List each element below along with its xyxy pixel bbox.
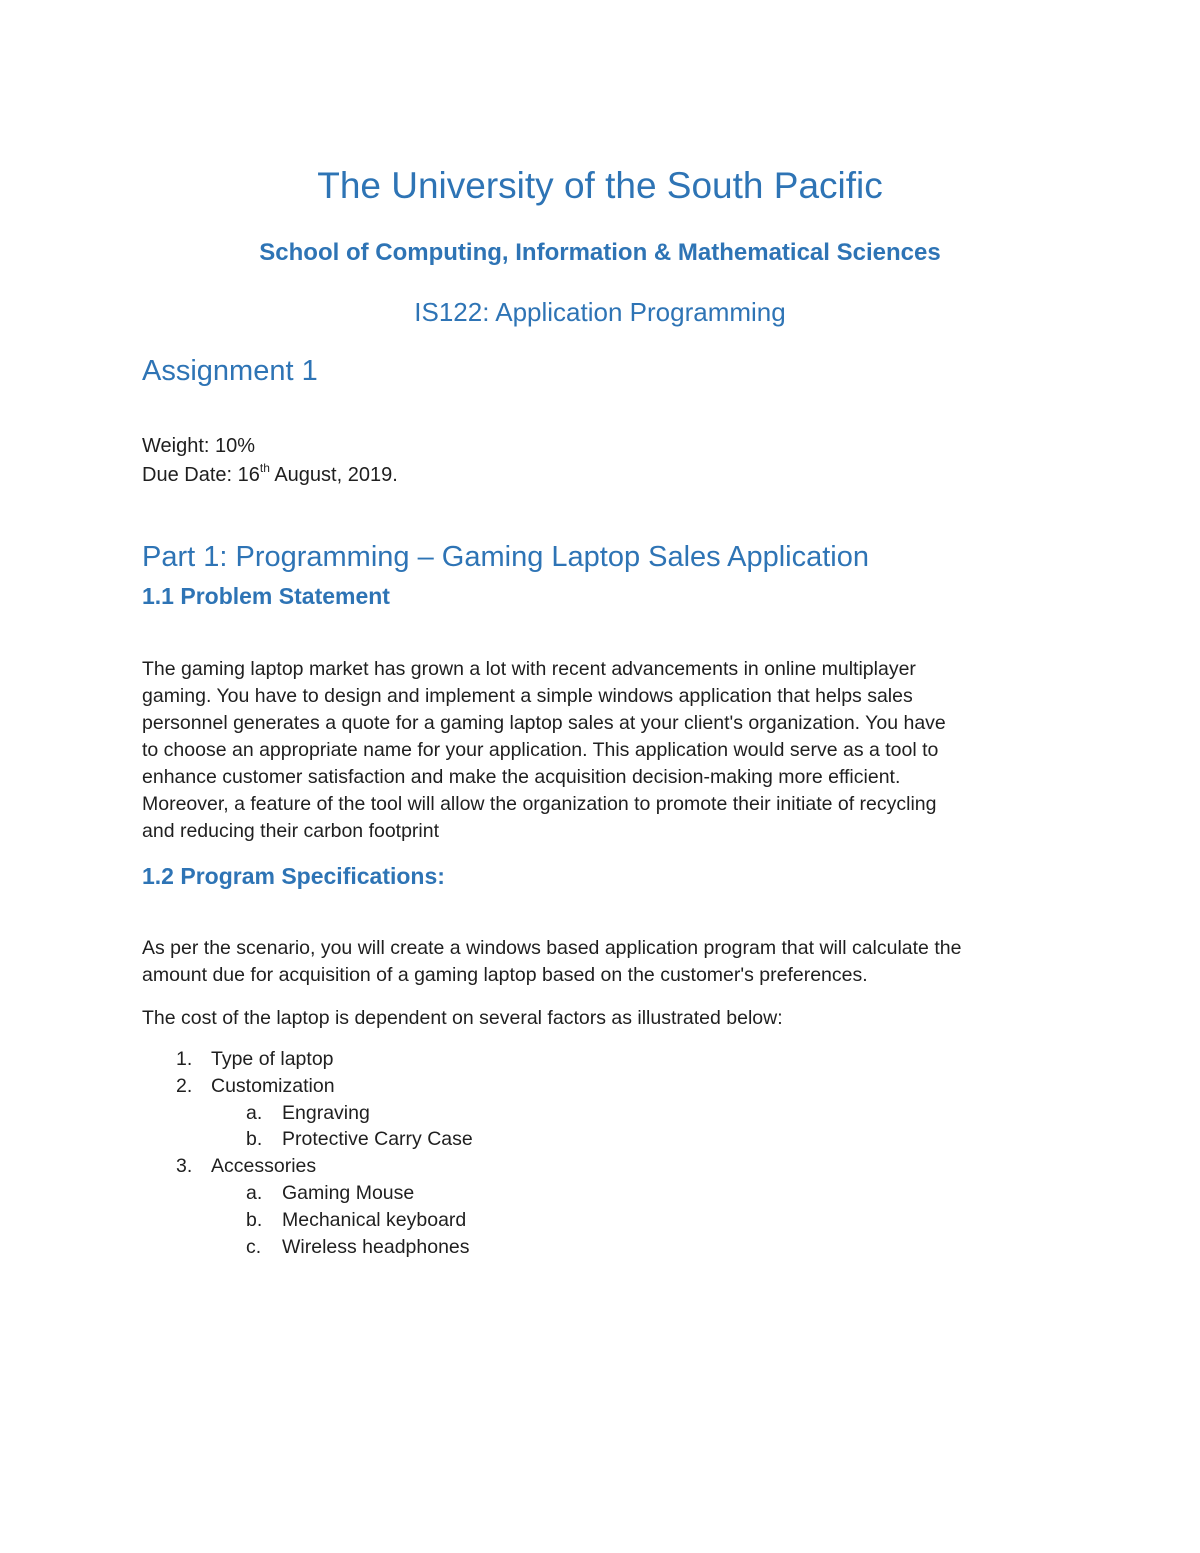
list-item-text: Type of laptop: [211, 1048, 334, 1070]
paragraph-line: amount due for acquisition of a gaming laptop based on the customer's preferences.: [142, 964, 868, 986]
weight-text: Weight: 10%: [142, 435, 256, 457]
part1-heading: Part 1: Programming – Gaming Laptop Sales Application: [142, 541, 870, 573]
paragraph-line: to choose an appropriate name for your application. This application would serve as a tool to: [142, 739, 939, 761]
specifications-paragraph: [142, 935, 1062, 989]
list-subitem: [142, 1207, 842, 1234]
list-item-text: Customization: [211, 1074, 335, 1097]
list-item-text: Mechanical keyboard: [282, 1208, 467, 1231]
due-date-prefix: Due Date: 16: [142, 464, 260, 486]
list-marker: b.: [246, 1208, 263, 1231]
list-item: [142, 1073, 842, 1100]
list-marker: 1.: [176, 1048, 193, 1070]
list-item-text: Engraving: [282, 1101, 370, 1124]
list-subitem: [142, 1100, 842, 1127]
paragraph-line: The gaming laptop market has grown a lot with recent advancements in online multiplayer: [142, 658, 916, 680]
problem-statement-heading: 1.1 Problem Statement: [142, 583, 390, 609]
list-item-text: Accessories: [211, 1155, 317, 1178]
list-marker: a.: [246, 1101, 263, 1124]
list-marker: b.: [246, 1128, 263, 1151]
list-subitem: [142, 1234, 842, 1261]
school-name: School of Computing, Information & Mathematical Sciences: [259, 239, 941, 266]
paragraph-line: As per the scenario, you will create a windows based application program that will calculate the: [142, 937, 962, 959]
program-specifications-heading: 1.2 Program Specifications:: [142, 863, 445, 889]
list-subitem: [142, 1180, 842, 1207]
list-item-text: Gaming Mouse: [282, 1181, 415, 1204]
due-date-ordinal: th: [259, 461, 270, 475]
course-title: IS122: Application Programming: [414, 297, 786, 327]
paragraph-line: Moreover, a feature of the tool will allow the organization to promote their initiate of recycling: [142, 793, 937, 815]
cost-factors-list: [142, 1046, 842, 1260]
list-marker: 2.: [176, 1074, 193, 1097]
assignment-title: Assignment 1: [142, 355, 318, 387]
paragraph-line: gaming. You have to design and implement a simple windows application that helps sales: [142, 685, 913, 707]
list-item-text: Wireless headphones: [282, 1235, 470, 1258]
paragraph-line: The cost of the laptop is dependent on several factors as illustrated below:: [142, 1007, 783, 1029]
list-marker: a.: [246, 1181, 263, 1204]
list-item: [142, 1046, 842, 1073]
list-subitem: [142, 1126, 842, 1153]
paragraph-line: enhance customer satisfaction and make the acquisition decision-making more efficient.: [142, 766, 901, 788]
due-date-suffix: August, 2019.: [269, 464, 398, 486]
problem-statement-paragraph: [142, 656, 1062, 845]
list-marker: c.: [246, 1235, 262, 1258]
paragraph-line: personnel generates a quote for a gaming laptop sales at your client's organization. You have: [142, 712, 946, 734]
paragraph-line: and reducing their carbon footprint: [142, 820, 440, 842]
cost-factors-intro: [142, 1005, 1062, 1032]
list-item: [142, 1153, 842, 1180]
due-date-text: [142, 462, 398, 488]
list-item-text: Protective Carry Case: [282, 1128, 473, 1151]
list-marker: 3.: [176, 1155, 193, 1178]
university-title: The University of the South Pacific: [317, 165, 883, 206]
